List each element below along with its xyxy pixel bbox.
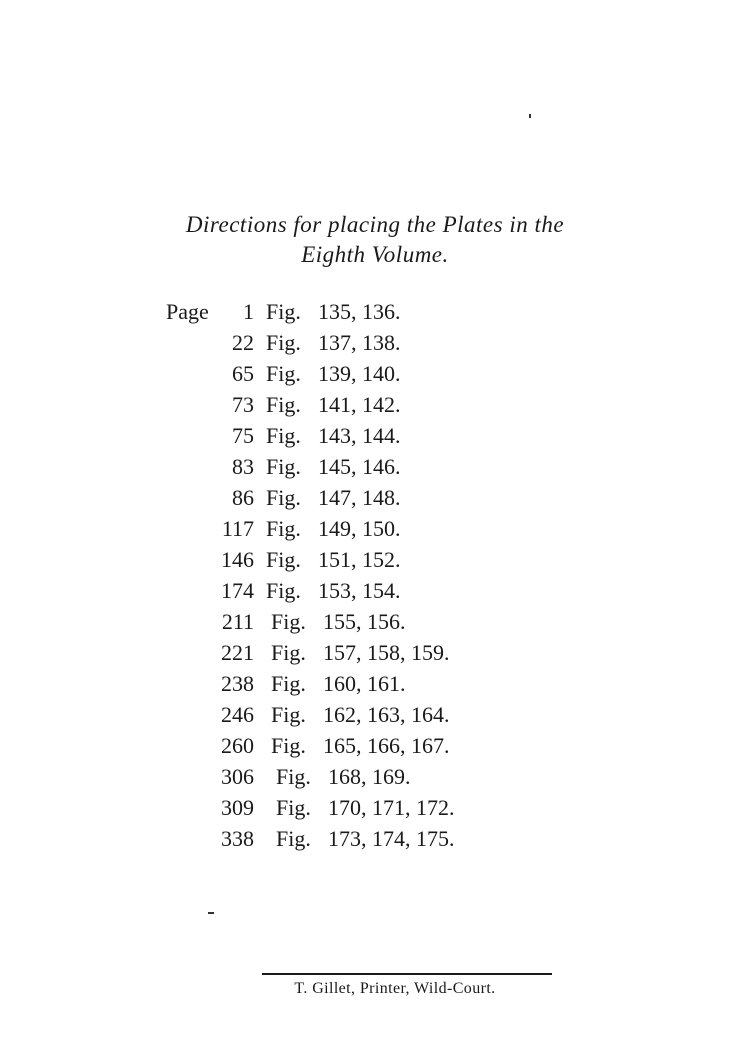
- figure-numbers: 173, 174, 175.: [328, 826, 455, 851]
- list-item: [160, 668, 580, 699]
- page-number: 65: [232, 361, 254, 386]
- page-number: 211: [221, 609, 254, 634]
- fig-label: Fig.: [271, 733, 306, 758]
- list-item: [160, 606, 580, 637]
- list-item: [160, 389, 580, 420]
- fig-label: Fig.: [266, 299, 301, 324]
- figure-numbers: 151, 152.: [318, 547, 401, 572]
- figure-numbers: 149, 150.: [318, 516, 401, 541]
- page-number: 221: [221, 640, 254, 665]
- list-item: [160, 575, 580, 606]
- figure-numbers: 141, 142.: [318, 392, 401, 417]
- ink-speck: [529, 114, 531, 118]
- list-item: [160, 544, 580, 575]
- fig-label: Fig.: [266, 516, 301, 541]
- page-number: 238: [221, 671, 254, 696]
- list-item: [160, 451, 580, 482]
- page-number: 174: [221, 578, 254, 603]
- list-item: [160, 513, 580, 544]
- figure-numbers: 153, 154.: [318, 578, 401, 603]
- page-number: 83: [232, 454, 254, 479]
- page-number: 338: [221, 826, 254, 851]
- list-item: [160, 699, 580, 730]
- fig-label: Fig.: [266, 578, 301, 603]
- figure-numbers: 165, 166, 167.: [323, 733, 450, 758]
- footer-rule: [262, 973, 552, 975]
- page-number: 309: [221, 795, 254, 820]
- list-item: [160, 792, 580, 823]
- fig-label: Fig.: [276, 764, 311, 789]
- fig-label: Fig.: [266, 392, 301, 417]
- page-number: 246: [221, 702, 254, 727]
- list-item: [160, 761, 580, 792]
- list-item: [160, 296, 580, 327]
- fig-label: Fig.: [271, 671, 306, 696]
- fig-label: Fig.: [271, 640, 306, 665]
- page-number: 146: [221, 547, 254, 572]
- figure-numbers: 145, 146.: [318, 454, 401, 479]
- figure-numbers: 160, 161.: [323, 671, 406, 696]
- figure-numbers: 135, 136.: [318, 299, 401, 324]
- heading-line-1: Directions for placing the Plates in the: [185, 212, 565, 237]
- list-item: [160, 358, 580, 389]
- heading-line-2: Eighth Volume.: [301, 242, 449, 267]
- printer-imprint: T. Gillet, Printer, Wild-Court.: [294, 980, 496, 997]
- page-number: 117: [221, 516, 254, 541]
- figure-numbers: 155, 156.: [323, 609, 406, 634]
- page-number: 306: [221, 764, 254, 789]
- page-prefix: Page: [166, 299, 209, 324]
- figure-numbers: 139, 140.: [318, 361, 401, 386]
- list-item: [160, 823, 580, 854]
- page-number: 86: [232, 485, 254, 510]
- fig-label: Fig.: [266, 547, 301, 572]
- list-item: [160, 420, 580, 451]
- figure-numbers: 170, 171, 172.: [328, 795, 455, 820]
- list-item: [160, 730, 580, 761]
- page-number: 22: [232, 330, 254, 355]
- figure-numbers: 143, 144.: [318, 423, 401, 448]
- page-number: 75: [232, 423, 254, 448]
- page-number: 260: [221, 733, 254, 758]
- fig-label: Fig.: [271, 702, 306, 727]
- figure-numbers: 162, 163, 164.: [323, 702, 450, 727]
- fig-label: Fig.: [266, 330, 301, 355]
- plates-list: [160, 296, 580, 854]
- figure-numbers: 168, 169.: [328, 764, 411, 789]
- fig-label: Fig.: [271, 609, 306, 634]
- fig-label: Fig.: [266, 423, 301, 448]
- figure-numbers: 147, 148.: [318, 485, 401, 510]
- fig-label: Fig.: [266, 361, 301, 386]
- list-item: [160, 637, 580, 668]
- fig-label: Fig.: [276, 826, 311, 851]
- fig-label: Fig.: [266, 485, 301, 510]
- fig-label: Fig.: [276, 795, 311, 820]
- page-number: 1: [243, 299, 254, 324]
- figure-numbers: 157, 158, 159.: [323, 640, 450, 665]
- list-item: [160, 327, 580, 358]
- ink-speck: [208, 912, 214, 914]
- list-item: [160, 482, 580, 513]
- page-number: 73: [232, 392, 254, 417]
- figure-numbers: 137, 138.: [318, 330, 401, 355]
- fig-label: Fig.: [266, 454, 301, 479]
